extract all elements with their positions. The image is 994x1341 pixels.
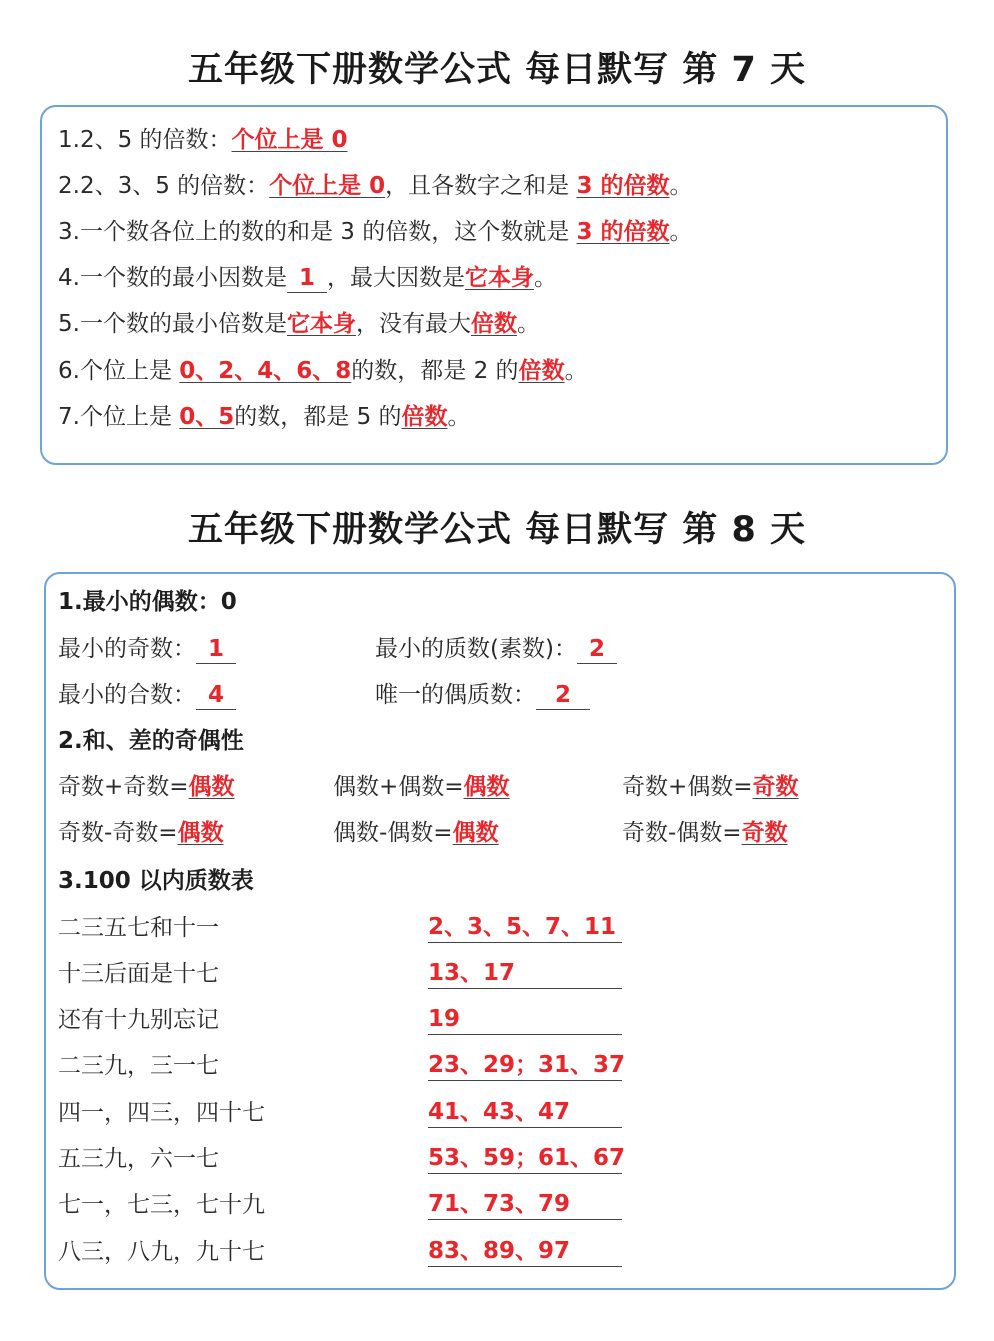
item-text: 3.一个数各位上的数的和是 3 的倍数，这个数就是 xyxy=(58,219,577,245)
answer: 偶数 xyxy=(452,820,499,846)
answer: 奇数 xyxy=(741,820,788,846)
answer: 它本身 xyxy=(464,265,534,291)
item-text: 的数，都是 2 的 xyxy=(351,358,519,384)
parity-rule xyxy=(58,817,224,849)
answer: 3 的倍数 xyxy=(576,219,670,245)
label: 唯一的偶质数： xyxy=(375,682,536,708)
parity-rule xyxy=(622,817,788,849)
day7-item-3 xyxy=(58,216,693,248)
prime-rhyme: 八三，八九，九十七 xyxy=(58,1239,265,1265)
label: 最小的质数(素数)： xyxy=(375,636,577,662)
prime-rhyme: 七一，七三，七十九 xyxy=(58,1192,265,1218)
prime-answer: 13、17 xyxy=(428,958,622,989)
day7-item-4 xyxy=(58,262,557,294)
item-text: 。 xyxy=(564,358,588,384)
answer: 1 xyxy=(287,264,327,293)
item-text: 。 xyxy=(669,173,693,199)
prime-rhyme: 二三九，三一七 xyxy=(58,1053,219,1079)
label: 奇数-奇数= xyxy=(58,820,178,846)
answer: 倍数 xyxy=(470,311,517,337)
item-text: 7.个位上是 xyxy=(58,404,180,430)
day7-item-7 xyxy=(58,401,471,433)
section-2-heading: 2.和、差的奇偶性 xyxy=(58,728,244,754)
parity-rule xyxy=(333,771,510,803)
answer: 3 的倍数 xyxy=(576,173,670,199)
answer: 个位上是 0 xyxy=(269,173,386,199)
answer: 0、5 xyxy=(179,404,235,430)
item-text: 。 xyxy=(516,311,540,337)
prime-answer: 71、73、79 xyxy=(428,1189,622,1220)
day8-title: 五年级下册数学公式 每日默写 第 8 天 xyxy=(187,510,807,550)
item-text: 。 xyxy=(533,265,557,291)
smallest-prime xyxy=(375,633,617,665)
label: 最小的合数： xyxy=(58,682,196,708)
answer: 倍数 xyxy=(401,404,448,430)
item-text: 。 xyxy=(669,219,693,245)
smallest-odd xyxy=(58,633,236,665)
day7-item-1 xyxy=(58,124,348,156)
day7-item-5 xyxy=(58,308,540,340)
smallest-composite xyxy=(58,679,236,711)
answer: 2 xyxy=(577,635,617,664)
answer: 4 xyxy=(196,681,236,710)
parity-rule xyxy=(333,817,499,849)
label: 偶数+偶数= xyxy=(333,774,464,800)
day7-title: 五年级下册数学公式 每日默写 第 7 天 xyxy=(187,50,807,90)
item-text: 的数，都是 5 的 xyxy=(234,404,402,430)
section-3-heading: 3.100 以内质数表 xyxy=(58,868,254,894)
answer: 奇数 xyxy=(752,774,799,800)
prime-rhyme: 十三后面是十七 xyxy=(58,961,219,987)
answer: 偶数 xyxy=(463,774,510,800)
prime-answer: 2、3、5、7、11 xyxy=(428,912,622,943)
item-text: 。 xyxy=(447,404,471,430)
item-text: 4.一个数的最小因数是 xyxy=(58,265,287,291)
prime-answer: 19 xyxy=(428,1004,622,1035)
parity-rule xyxy=(622,771,799,803)
day7-item-6 xyxy=(58,355,588,387)
section-1-heading: 1.最小的偶数：0 xyxy=(58,589,237,615)
item-text: 6.个位上是 xyxy=(58,358,180,384)
answer: 个位上是 0 xyxy=(231,127,348,153)
item-text: ，没有最大 xyxy=(355,311,471,337)
answer: 1 xyxy=(196,635,236,664)
prime-answer: 23、29；31、37 xyxy=(428,1050,622,1081)
prime-answer: 53、59；61、67 xyxy=(428,1143,622,1174)
prime-answer: 41、43、47 xyxy=(428,1097,622,1128)
item-text: ，最大因数是 xyxy=(326,265,465,291)
answer: 它本身 xyxy=(286,311,356,337)
item-text: 2.2、3、5 的倍数： xyxy=(58,173,270,199)
prime-rhyme: 二三五七和十一 xyxy=(58,915,219,941)
label: 奇数-偶数= xyxy=(622,820,742,846)
prime-answer: 83、89、97 xyxy=(428,1236,622,1267)
parity-rule xyxy=(58,771,235,803)
day7-item-2 xyxy=(58,170,693,202)
answer: 偶数 xyxy=(188,774,235,800)
only-even-prime xyxy=(375,679,590,711)
answer: 0、2、4、6、8 xyxy=(179,358,352,384)
label: 最小的奇数： xyxy=(58,636,196,662)
answer: 2 xyxy=(536,681,590,710)
label: 偶数-偶数= xyxy=(333,820,453,846)
item-text: ，且各数字之和是 xyxy=(385,173,577,199)
label: 奇数+奇数= xyxy=(58,774,189,800)
item-text: 5.一个数的最小倍数是 xyxy=(58,311,287,337)
prime-rhyme: 五三九，六一七 xyxy=(58,1146,219,1172)
item-text: 1.2、5 的倍数： xyxy=(58,127,232,153)
answer: 偶数 xyxy=(177,820,224,846)
prime-rhyme: 还有十九别忘记 xyxy=(58,1007,219,1033)
answer: 倍数 xyxy=(518,358,565,384)
prime-rhyme: 四一，四三，四十七 xyxy=(58,1100,265,1126)
label: 奇数+偶数= xyxy=(622,774,753,800)
